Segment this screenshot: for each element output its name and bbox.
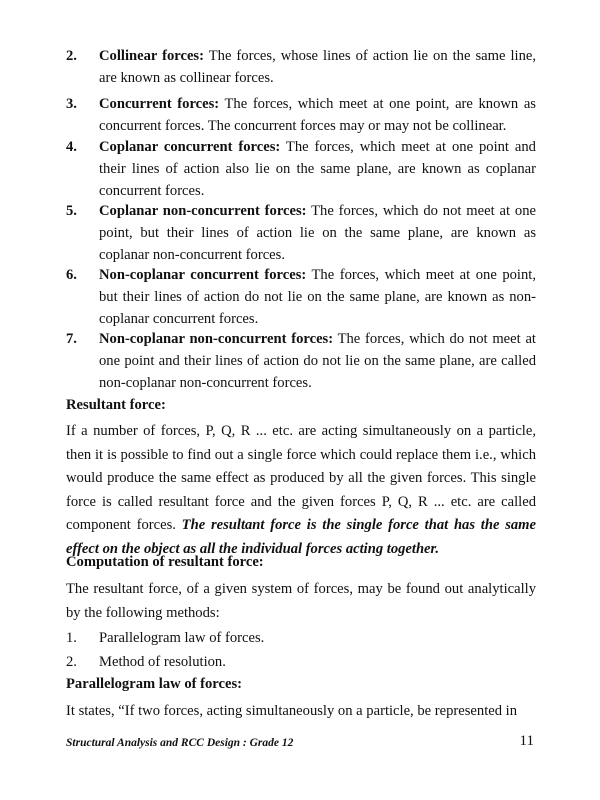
- resultant-force-text: If a number of forces, P, Q, R ... etc. are acting simultaneously on a particle, then it is possible to find out a single force which could replace them i.e., which would produce the same effect as produced by all the given forces. This single force is called resultant force and the given forces P, Q, R ... etc. are called component forces.: [66, 423, 536, 533]
- term-definition: The forces, which do not meet at one point and their lines of action do not lie on the same plane, are called non-coplanar non-concurrent forces.: [99, 331, 536, 391]
- section-heading-computation: Computation of resultant force:: [66, 554, 264, 570]
- section-heading-resultant-force: Resultant force:: [66, 397, 166, 413]
- term-label: Concurrent forces:: [99, 96, 220, 112]
- term-label: Coplanar non-concurrent forces:: [99, 203, 307, 219]
- resultant-force-paragraph: [66, 420, 536, 561]
- term-label: Non-coplanar non-concurrent forces:: [99, 331, 334, 347]
- footer-book-title: Structural Analysis and RCC Design : Grade 12: [66, 737, 294, 749]
- list-number: 5.: [66, 203, 77, 219]
- computation-paragraph: The resultant force, of a given system of forces, may be found out analytically by the following methods:: [66, 581, 536, 621]
- list-item-collinear-forces: [66, 45, 536, 89]
- list-number: 7.: [66, 331, 77, 347]
- list-number: 6.: [66, 267, 77, 283]
- parallelogram-paragraph: It states, “If two forces, acting simultaneously on a particle, be represented in: [66, 703, 518, 719]
- list-item-concurrent-forces: [66, 93, 536, 137]
- term-definition: The forces, which meet at one point, are known as concurrent forces. The concurrent forces may or may not be collinear.: [99, 96, 536, 134]
- list-item-coplanar-concurrent-forces: [66, 136, 536, 202]
- term-definition: The forces, which meet at one point and their lines of action also lie on the same plane, are known as coplanar concurrent forces.: [99, 139, 536, 199]
- term-definition: The forces, which meet at one point, but their lines of action do not lie on the same plane, are known as non-coplanar concurrent forces.: [99, 267, 536, 327]
- term-definition: The forces, whose lines of action lie on the same line, are known as collinear forces.: [99, 48, 536, 86]
- method-item-resolution: [66, 651, 536, 673]
- method-number: 2.: [66, 654, 77, 670]
- term-definition: The forces, which do not meet at one point, but their lines of action lie on the same plane, are known as coplanar non-concurrent forces.: [99, 203, 536, 263]
- list-item-non-coplanar-non-concurrent-forces: [66, 328, 536, 394]
- term-label: Coplanar concurrent forces:: [99, 139, 281, 155]
- list-number: 4.: [66, 139, 77, 155]
- list-number: 2.: [66, 48, 77, 64]
- method-item-parallelogram-law: [66, 627, 536, 649]
- method-number: 1.: [66, 630, 77, 646]
- page-number: 11: [519, 733, 534, 749]
- section-heading-parallelogram-law: Parallelogram law of forces:: [66, 676, 243, 692]
- method-text: Method of resolution.: [99, 654, 226, 670]
- list-number: 3.: [66, 96, 77, 112]
- list-item-non-coplanar-concurrent-forces: [66, 264, 536, 330]
- resultant-force-emphasis: The resultant force is the single force that has the same effect on the object as all the individual forces acting together.: [66, 517, 536, 557]
- term-label: Collinear forces:: [99, 48, 204, 64]
- term-label: Non-coplanar concurrent forces:: [99, 267, 307, 283]
- list-item-coplanar-non-concurrent-forces: [66, 200, 536, 266]
- method-text: Parallelogram law of forces.: [99, 630, 265, 646]
